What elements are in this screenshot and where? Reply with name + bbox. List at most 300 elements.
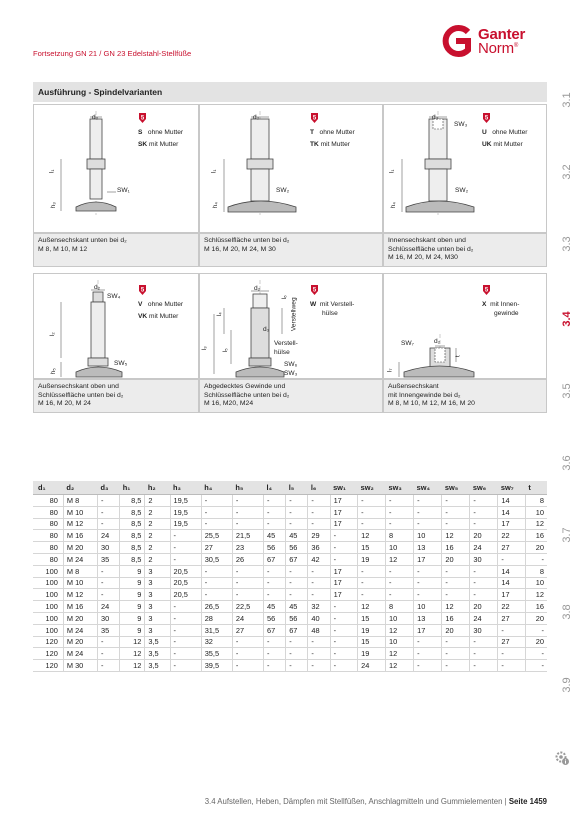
table-cell: 12 bbox=[386, 660, 414, 672]
table-cell: 8,5 bbox=[120, 542, 145, 554]
variant-s-drawing bbox=[34, 105, 200, 234]
table-cell: 12 bbox=[120, 636, 145, 648]
table-cell: 14 bbox=[498, 495, 525, 507]
table-cell: - bbox=[170, 530, 201, 542]
dim-label-sw4: SW₄ bbox=[107, 293, 121, 300]
table-cell: 100 bbox=[33, 624, 63, 636]
table-cell: 17 bbox=[414, 553, 442, 565]
table-cell: 24 bbox=[98, 601, 120, 613]
table-cell: 12 bbox=[525, 518, 547, 530]
table-cell: - bbox=[98, 495, 120, 507]
table-cell: 67 bbox=[264, 624, 286, 636]
table-cell: - bbox=[330, 601, 358, 613]
table-cell: 22,5 bbox=[232, 601, 263, 613]
table-cell: 10 bbox=[525, 577, 547, 589]
table-header-cell: sw₄ bbox=[414, 481, 442, 495]
table-cell: 56 bbox=[264, 542, 286, 554]
table-cell: - bbox=[525, 624, 547, 636]
ganter-logo-icon bbox=[438, 25, 474, 57]
table-cell: - bbox=[308, 636, 330, 648]
table-cell: - bbox=[232, 565, 263, 577]
variant-t-line2: TK mit Mutter bbox=[310, 141, 350, 148]
table-cell: 3 bbox=[145, 565, 170, 577]
table-cell: 3 bbox=[145, 601, 170, 613]
dim-label-d2: d₂ bbox=[254, 285, 261, 292]
table-cell: 17 bbox=[330, 577, 358, 589]
table-cell: 80 bbox=[33, 518, 63, 530]
table-cell: M 24 bbox=[63, 553, 97, 565]
table-cell: 2 bbox=[145, 542, 170, 554]
table-cell: 27 bbox=[498, 542, 525, 554]
table-cell: 12 bbox=[386, 624, 414, 636]
table-cell: - bbox=[98, 577, 120, 589]
sidebar-tab-3-3[interactable]: 3.3 bbox=[561, 236, 573, 252]
table-cell: 12 bbox=[120, 648, 145, 660]
dim-label-l1: l₁ bbox=[388, 169, 396, 174]
table-cell: - bbox=[98, 648, 120, 660]
table-header-cell: d₂ bbox=[63, 481, 97, 495]
dim-label-l1: l₁ bbox=[48, 169, 56, 174]
table-cell: 120 bbox=[33, 648, 63, 660]
table-cell: 3 bbox=[145, 624, 170, 636]
table-cell: 13 bbox=[414, 542, 442, 554]
sidebar-tab-3-9[interactable]: 3.9 bbox=[561, 677, 573, 693]
table-cell: - bbox=[308, 506, 330, 518]
table-cell: - bbox=[470, 495, 498, 507]
table-cell: 100 bbox=[33, 565, 63, 577]
table-cell: - bbox=[414, 565, 442, 577]
table-header-cell: l₆ bbox=[308, 481, 330, 495]
table-cell: 67 bbox=[286, 624, 308, 636]
table-cell: 45 bbox=[286, 530, 308, 542]
table-cell: 17 bbox=[330, 518, 358, 530]
table-cell: 15 bbox=[358, 612, 386, 624]
dim-label-h3: h₃ bbox=[49, 202, 57, 209]
table-header-cell: sw₂ bbox=[358, 481, 386, 495]
table-cell: - bbox=[286, 660, 308, 672]
table-cell: - bbox=[98, 506, 120, 518]
table-cell: - bbox=[442, 506, 470, 518]
table-cell: 120 bbox=[33, 660, 63, 672]
table-row bbox=[33, 530, 547, 542]
table-cell: 15 bbox=[358, 542, 386, 554]
table-cell: 17 bbox=[414, 624, 442, 636]
table-header-cell: d₁ bbox=[33, 481, 63, 495]
table-cell: 29 bbox=[308, 530, 330, 542]
table-cell: 16 bbox=[525, 530, 547, 542]
table-cell: 12 bbox=[442, 601, 470, 613]
table-cell: 20 bbox=[442, 624, 470, 636]
table-header-cell: sw₇ bbox=[498, 481, 525, 495]
table-cell: 100 bbox=[33, 589, 63, 601]
logo-word-ganter: Ganter bbox=[478, 26, 526, 43]
table-cell: 40 bbox=[308, 612, 330, 624]
dim-label-l1: l₁ bbox=[210, 169, 218, 174]
table-cell: 9 bbox=[120, 589, 145, 601]
table-row bbox=[33, 518, 547, 530]
table-cell: - bbox=[330, 530, 358, 542]
table-cell: - bbox=[264, 577, 286, 589]
footer-separator: | bbox=[504, 797, 507, 806]
table-cell: 24 bbox=[470, 542, 498, 554]
table-cell: - bbox=[498, 648, 525, 660]
dim-label-d3: d₃ bbox=[263, 326, 270, 333]
stainless-badge-icon bbox=[138, 113, 147, 123]
table-cell: 20,5 bbox=[170, 589, 201, 601]
dim-label-h4: h₄ bbox=[211, 202, 219, 209]
table-cell: - bbox=[442, 636, 470, 648]
table-cell: 35,5 bbox=[201, 648, 232, 660]
dim-label-d2: d₂ bbox=[94, 284, 101, 291]
table-cell: - bbox=[525, 648, 547, 660]
table-cell: - bbox=[330, 648, 358, 660]
footer-page-number: Seite 1459 bbox=[508, 797, 547, 806]
table-cell: - bbox=[358, 506, 386, 518]
table-row bbox=[33, 624, 547, 636]
dim-label-sw2: SW₂ bbox=[276, 187, 290, 194]
dim-label-sw1: SW₁ bbox=[117, 187, 130, 194]
table-cell: - bbox=[201, 506, 232, 518]
table-cell: 20 bbox=[525, 542, 547, 554]
table-cell: - bbox=[386, 577, 414, 589]
dim-label-l5: l₅ bbox=[221, 348, 229, 353]
table-cell: - bbox=[414, 636, 442, 648]
table-cell: 3 bbox=[145, 612, 170, 624]
table-cell: 8 bbox=[525, 495, 547, 507]
dim-label-sw7: SW₇ bbox=[401, 340, 414, 347]
table-cell: - bbox=[386, 589, 414, 601]
table-row bbox=[33, 660, 547, 672]
variant-u-caption: Innensechskant oben und Schlüsselfläche unten bei d₂ M 16, M 20, M 24, M30 bbox=[383, 233, 547, 267]
table-header-cell: sw₆ bbox=[470, 481, 498, 495]
variant-t-line1: T ohne Mutter bbox=[310, 129, 355, 136]
table-cell: 17 bbox=[498, 518, 525, 530]
sidebar-tab-3-8[interactable]: 3.8 bbox=[561, 604, 573, 620]
gear-info-icon[interactable] bbox=[554, 750, 570, 766]
dim-label-l7: l₇ bbox=[386, 368, 394, 373]
table-cell: 16 bbox=[442, 612, 470, 624]
table-cell: - bbox=[470, 506, 498, 518]
table-cell: - bbox=[201, 589, 232, 601]
table-cell: 8,5 bbox=[120, 518, 145, 530]
variant-panel-u bbox=[383, 104, 547, 233]
table-cell: 32 bbox=[201, 636, 232, 648]
dim-label-l6: l₆ bbox=[280, 295, 288, 300]
variant-u-line1: U ohne Mutter bbox=[482, 129, 528, 136]
dim-label-sw3: SW₃ bbox=[284, 370, 298, 377]
table-cell: 39,5 bbox=[201, 660, 232, 672]
table-cell: - bbox=[286, 589, 308, 601]
table-cell: 100 bbox=[33, 601, 63, 613]
variant-x-drawing bbox=[384, 274, 548, 380]
table-cell: - bbox=[442, 648, 470, 660]
section-heading: Ausführung - Spindelvarianten bbox=[33, 82, 547, 102]
table-cell: 120 bbox=[33, 636, 63, 648]
variant-x-caption: Außensechskant mit Innengewinde bei d₂ M 8, M 10, M 12, M 16, M 20 bbox=[383, 379, 547, 413]
table-row bbox=[33, 612, 547, 624]
table-cell: - bbox=[358, 518, 386, 530]
table-cell: - bbox=[386, 565, 414, 577]
table-cell: 16 bbox=[525, 601, 547, 613]
table-header-cell: sw₃ bbox=[386, 481, 414, 495]
table-cell: 56 bbox=[264, 612, 286, 624]
ganter-norm-logo bbox=[438, 25, 548, 57]
sidebar-tab-3-6[interactable]: 3.6 bbox=[561, 455, 573, 471]
table-cell: - bbox=[286, 518, 308, 530]
table-cell: - bbox=[386, 518, 414, 530]
table-cell: 30 bbox=[98, 612, 120, 624]
table-cell: 3,5 bbox=[145, 648, 170, 660]
variant-x-line2: gewinde bbox=[494, 310, 519, 317]
table-cell: 2 bbox=[145, 495, 170, 507]
table-cell: - bbox=[470, 565, 498, 577]
table-cell: - bbox=[414, 648, 442, 660]
table-cell: 80 bbox=[33, 495, 63, 507]
table-cell: 22 bbox=[498, 601, 525, 613]
table-header-cell: h₁ bbox=[120, 481, 145, 495]
table-cell: - bbox=[498, 553, 525, 565]
table-cell: 2 bbox=[145, 530, 170, 542]
table-cell: - bbox=[232, 636, 263, 648]
table-cell: 31,5 bbox=[201, 624, 232, 636]
table-cell: 45 bbox=[264, 601, 286, 613]
table-cell: 20 bbox=[470, 601, 498, 613]
table-cell: 24 bbox=[358, 660, 386, 672]
table-row bbox=[33, 577, 547, 589]
table-header-cell: sw₅ bbox=[442, 481, 470, 495]
table-cell: 21,5 bbox=[232, 530, 263, 542]
table-cell: - bbox=[264, 589, 286, 601]
svg-text:5: 5 bbox=[312, 287, 317, 294]
table-cell: 9 bbox=[120, 565, 145, 577]
table-cell: 12 bbox=[386, 648, 414, 660]
table-header-cell: h₂ bbox=[145, 481, 170, 495]
variant-panel-x bbox=[383, 273, 547, 379]
table-cell: - bbox=[470, 636, 498, 648]
sidebar-tab-3-2[interactable]: 3.2 bbox=[561, 164, 573, 180]
table-cell: 8,5 bbox=[120, 495, 145, 507]
table-cell: 30 bbox=[470, 553, 498, 565]
table-cell: 9 bbox=[120, 577, 145, 589]
table-cell: - bbox=[232, 577, 263, 589]
table-cell: 19 bbox=[358, 624, 386, 636]
table-cell: 56 bbox=[286, 612, 308, 624]
table-cell: - bbox=[170, 542, 201, 554]
table-cell: 3 bbox=[145, 589, 170, 601]
variant-x-line1: X mit Innen- bbox=[482, 301, 520, 308]
table-cell: 10 bbox=[386, 636, 414, 648]
table-cell: - bbox=[170, 601, 201, 613]
table-cell: 12 bbox=[442, 530, 470, 542]
table-cell: 14 bbox=[498, 565, 525, 577]
table-cell: - bbox=[232, 495, 263, 507]
variant-v-caption: Außensechskant oben und Schlüsselfläche unten bei d₂ M 16, M 20, M 24 bbox=[33, 379, 199, 413]
chapter-sidebar bbox=[555, 0, 580, 820]
table-cell: - bbox=[286, 506, 308, 518]
table-cell: - bbox=[442, 577, 470, 589]
table-cell: - bbox=[308, 495, 330, 507]
table-cell: 15 bbox=[358, 636, 386, 648]
table-row bbox=[33, 506, 547, 518]
svg-text:5: 5 bbox=[140, 287, 145, 294]
table-cell: - bbox=[308, 518, 330, 530]
variant-s-caption: Außensechskant unten bei d₂ M 8, M 10, M 12 bbox=[33, 233, 199, 267]
variant-v-line1: V ohne Mutter bbox=[138, 301, 184, 308]
table-cell: - bbox=[414, 660, 442, 672]
table-cell: 26 bbox=[232, 553, 263, 565]
table-cell: - bbox=[286, 565, 308, 577]
table-header-cell: h₄ bbox=[201, 481, 232, 495]
table-cell: 10 bbox=[386, 542, 414, 554]
table-cell: - bbox=[232, 648, 263, 660]
table-cell: 20 bbox=[525, 636, 547, 648]
variant-t-caption: Schlüsselfläche unten bei d₂ M 16, M 20, M 24, M 30 bbox=[199, 233, 383, 267]
table-row bbox=[33, 601, 547, 613]
dim-label-l4: l₄ bbox=[215, 312, 223, 317]
dim-label-verstellhuelse-1: Verstell- bbox=[274, 340, 298, 347]
table-cell: - bbox=[170, 612, 201, 624]
table-cell: - bbox=[358, 589, 386, 601]
table-cell: - bbox=[286, 648, 308, 660]
table-cell: - bbox=[264, 636, 286, 648]
table-cell: - bbox=[232, 660, 263, 672]
table-cell: - bbox=[358, 495, 386, 507]
variant-panel-v bbox=[33, 273, 199, 379]
table-cell: M 20 bbox=[63, 636, 97, 648]
table-cell: 20 bbox=[470, 530, 498, 542]
table-cell: - bbox=[442, 589, 470, 601]
table-cell: M 8 bbox=[63, 495, 97, 507]
table-cell: - bbox=[170, 660, 201, 672]
table-cell: 12 bbox=[358, 601, 386, 613]
table-cell: - bbox=[330, 542, 358, 554]
table-cell: M 24 bbox=[63, 648, 97, 660]
table-cell: 19 bbox=[358, 648, 386, 660]
table-cell: - bbox=[414, 495, 442, 507]
sidebar-tab-3-7[interactable]: 3.7 bbox=[561, 527, 573, 543]
table-cell: - bbox=[470, 518, 498, 530]
table-cell: 100 bbox=[33, 612, 63, 624]
table-cell: - bbox=[330, 636, 358, 648]
table-cell: - bbox=[442, 495, 470, 507]
table-header-cell: sw₁ bbox=[330, 481, 358, 495]
table-cell: - bbox=[525, 553, 547, 565]
table-cell: 36 bbox=[308, 542, 330, 554]
table-cell: 27 bbox=[232, 624, 263, 636]
variant-s-line1: S ohne Mutter bbox=[138, 129, 184, 136]
sidebar-tab-3-4[interactable]: 3.4 bbox=[561, 311, 573, 327]
table-cell: 10 bbox=[525, 506, 547, 518]
table-cell: - bbox=[308, 577, 330, 589]
table-cell: M 16 bbox=[63, 601, 97, 613]
table-cell: 3 bbox=[145, 577, 170, 589]
table-cell: - bbox=[442, 660, 470, 672]
table-header-cell: l₄ bbox=[264, 481, 286, 495]
table-row bbox=[33, 553, 547, 565]
table-cell: - bbox=[358, 577, 386, 589]
table-cell: 67 bbox=[264, 553, 286, 565]
table-cell: 12 bbox=[386, 553, 414, 565]
table-cell: 8,5 bbox=[120, 553, 145, 565]
table-cell: 20,5 bbox=[170, 565, 201, 577]
table-cell: - bbox=[98, 589, 120, 601]
svg-text:5: 5 bbox=[140, 115, 145, 122]
table-cell: 24 bbox=[470, 612, 498, 624]
table-cell: M 20 bbox=[63, 542, 97, 554]
dim-label-t: t bbox=[454, 355, 462, 358]
table-cell: 48 bbox=[308, 624, 330, 636]
table-cell: - bbox=[498, 660, 525, 672]
table-cell: - bbox=[264, 660, 286, 672]
table-cell: - bbox=[264, 648, 286, 660]
dim-label-sw3: SW₃ bbox=[454, 121, 468, 128]
logo-word-norm: Norm® bbox=[478, 40, 519, 57]
sidebar-tab-3-1[interactable]: 3.1 bbox=[561, 92, 573, 108]
table-body bbox=[33, 495, 547, 672]
variant-t-drawing bbox=[200, 105, 384, 234]
table-cell: 28 bbox=[201, 612, 232, 624]
table-cell: 80 bbox=[33, 506, 63, 518]
table-cell: 8 bbox=[386, 530, 414, 542]
table-cell: 24 bbox=[98, 530, 120, 542]
dim-label-d2: d₂ bbox=[92, 114, 99, 121]
variant-panel-w bbox=[199, 273, 383, 379]
table-cell: - bbox=[308, 589, 330, 601]
table-cell: - bbox=[330, 624, 358, 636]
table-cell: 30 bbox=[470, 624, 498, 636]
table-cell: - bbox=[98, 565, 120, 577]
table-cell: M 16 bbox=[63, 530, 97, 542]
table-cell: - bbox=[386, 495, 414, 507]
table-header-row bbox=[33, 481, 547, 495]
table-cell: 56 bbox=[286, 542, 308, 554]
table-cell: 14 bbox=[498, 577, 525, 589]
table-cell: - bbox=[470, 589, 498, 601]
table-cell: M 8 bbox=[63, 565, 97, 577]
table-cell: - bbox=[386, 506, 414, 518]
table-cell: - bbox=[330, 612, 358, 624]
table-row bbox=[33, 589, 547, 601]
stainless-badge-icon bbox=[138, 285, 147, 295]
table-cell: - bbox=[201, 518, 232, 530]
dim-label-h4: h₄ bbox=[389, 202, 397, 209]
table-cell: - bbox=[170, 636, 201, 648]
table-cell: - bbox=[201, 577, 232, 589]
stainless-badge-icon bbox=[310, 285, 319, 295]
table-cell: 22 bbox=[498, 530, 525, 542]
footer-chapter: 3.4 Aufstellen, Heben, Dämpfen mit Stellfüßen, Anschlagmitteln und Gummielementen bbox=[204, 797, 503, 806]
table-row bbox=[33, 495, 547, 507]
table-cell: - bbox=[286, 636, 308, 648]
table-cell: 9 bbox=[120, 624, 145, 636]
table-cell: - bbox=[414, 506, 442, 518]
table-cell: 10 bbox=[386, 612, 414, 624]
table-cell: - bbox=[525, 660, 547, 672]
table-cell: 20 bbox=[525, 612, 547, 624]
variant-panel-s bbox=[33, 104, 199, 233]
table-header-cell: h₅ bbox=[232, 481, 263, 495]
table-cell: - bbox=[442, 565, 470, 577]
table-cell: - bbox=[201, 495, 232, 507]
table-cell: 8 bbox=[525, 565, 547, 577]
table-cell: 19,5 bbox=[170, 518, 201, 530]
dim-label-h5: h₅ bbox=[49, 368, 57, 375]
table-cell: - bbox=[470, 577, 498, 589]
table-cell: 10 bbox=[414, 530, 442, 542]
sidebar-tab-3-5[interactable]: 3.5 bbox=[561, 383, 573, 399]
page-footer bbox=[120, 797, 547, 806]
table-cell: 17 bbox=[330, 495, 358, 507]
